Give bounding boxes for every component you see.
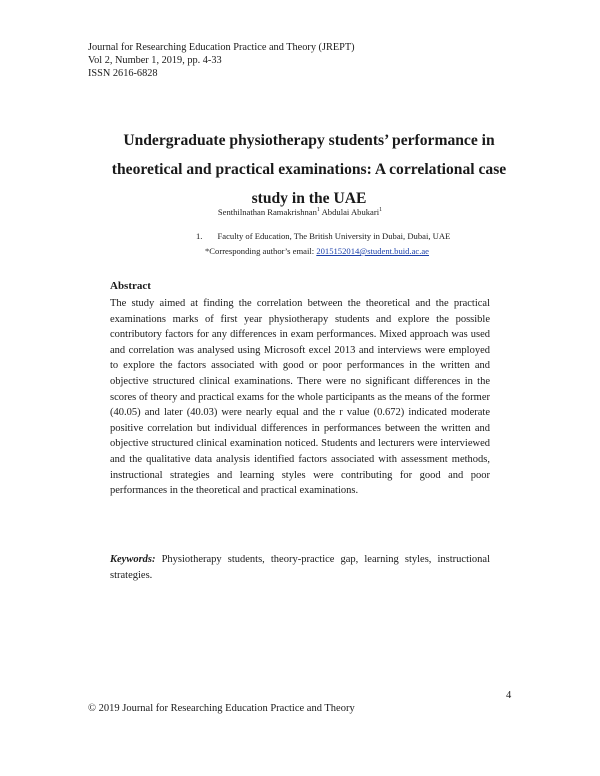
author-1: Senthilnathan Ramakrishnan	[217, 207, 317, 217]
journal-name: Journal for Researching Education Practice and Theory (JREPT)	[88, 42, 355, 53]
corresponding-author	[205, 246, 429, 256]
paper-title: Undergraduate physiotherapy students’ performance in theoretical and practical examinations: A correlational case study in the UAE	[111, 132, 507, 207]
keywords	[110, 552, 490, 583]
author-1-affiliation-mark: 1	[316, 207, 320, 214]
author-2-affiliation-mark: 1	[379, 207, 383, 214]
author-2: Abdulai Abukari	[321, 207, 380, 217]
page-number: 4	[506, 690, 512, 701]
keywords-text: Physiotherapy students, theory-practice gap, learning styles, instructional strategies.	[110, 554, 490, 581]
footer-copyright: © 2019 Journal for Researching Education Practice and Theory	[88, 703, 355, 714]
author-line	[0, 207, 600, 217]
corresponding-email-link[interactable]: 2015152014@student.buid.ac.ae	[316, 246, 430, 256]
journal-volume: Vol 2, Number 1, 2019, pp. 4-33	[88, 55, 222, 67]
affiliation	[196, 231, 450, 241]
abstract-heading: Abstract	[110, 280, 151, 292]
keywords-label: Keywords:	[110, 554, 156, 565]
journal-issn: ISSN 2616-6828	[88, 68, 158, 80]
affiliation-text: Faculty of Education, The British University in Dubai, Dubai, UAE	[217, 231, 451, 241]
corresponding-label: *Corresponding author’s email:	[205, 246, 315, 256]
journal-header	[88, 41, 355, 81]
affiliation-number: 1.	[196, 231, 203, 241]
abstract-text: The study aimed at finding the correlation between the theoretical and the practical examinations marks of first year physiotherapy students and explore the possible contributory factors for any differences in exam performances. Mixed approach was used and correlation was analysed using Microsoft excel 2013 and interviews were employed to explore the factors associated with good or poor performances in the written and objective structured clinical examinations. There were no significant differences in the scores of theory and practical exams for the whole participants as the means of the former (40.05) and later (40.03) were nearly equal and the r value (0.672) indicated moderate positive correlation but individual differences in performances between the written and objective structured clinical examination noticed. Students and lecturers were interviewed and the qualitative data analysis identified factors associated with assessment methods, instructional strategies and learning styles were contributing for good and poor performances in the theoretical and practical examinations.	[110, 298, 490, 497]
